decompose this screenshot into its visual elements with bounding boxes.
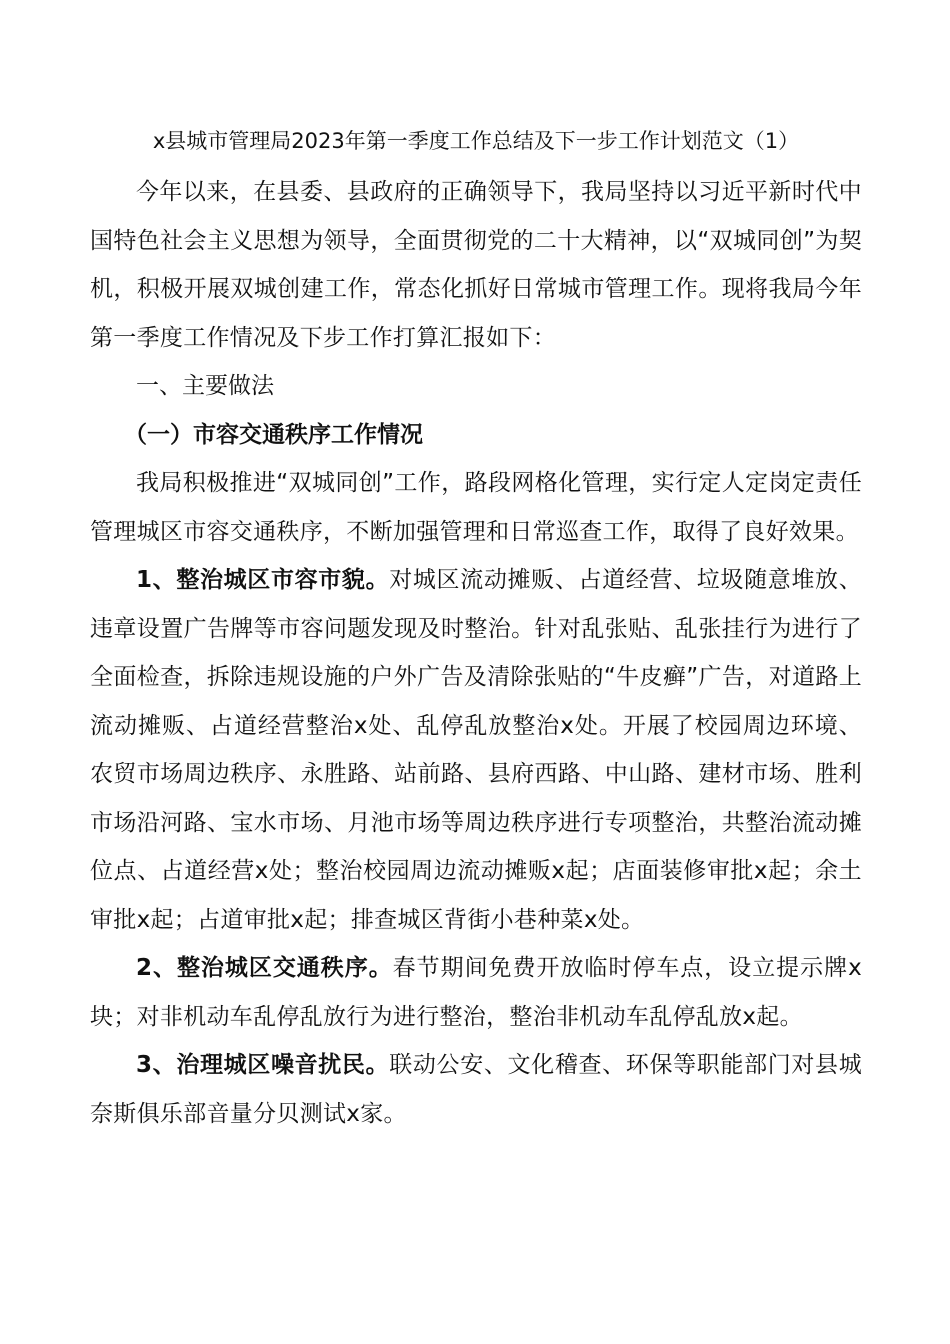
item-1-lead: 1、整治城区市容市貌。 <box>136 567 390 593</box>
subsection-heading-traffic-order: （一）市容交通秩序工作情况 <box>124 421 423 448</box>
item-2-paragraph <box>90 944 862 1041</box>
intro-paragraph: 今年以来，在县委、县政府的正确领导下，我局坚持以习近平新时代中国特色社会主义思想为领导，全面贯彻党的二十大精神，以“双城同创”为契机，积极开展双城创建工作，常态化抓好日常城市管理工作。现将我局今年第一季度工作情况及下步工作打算汇报如下： <box>90 179 862 351</box>
item-2-body: 春节期间免费开放临时停车点，设立提示牌x块；对非机动车乱停乱放行为进行整治，整治非机动车乱停乱放x起。 <box>90 955 862 1030</box>
subsection-intro-paragraph: 我局积极推进“双城同创”工作，路段网格化管理，实行定人定岗定责任管理城区市容交通秩序，不断加强管理和日常巡查工作，取得了良好效果。 <box>90 470 862 545</box>
section-heading-main-practices: 一、主要做法 <box>136 373 274 399</box>
document-title: x县城市管理局2023年第一季度工作总结及下一步工作计划范文（1） <box>152 129 800 153</box>
item-1-paragraph <box>90 556 862 944</box>
item-3-body: 联动公安、文化稽查、环保等职能部门对县城奈斯俱乐部音量分贝测试x家。 <box>90 1052 863 1127</box>
item-3-paragraph <box>90 1041 862 1138</box>
item-2-lead: 2、整治城区交通秩序。 <box>136 955 393 981</box>
document-page <box>90 118 862 1138</box>
item-3-lead: 3、治理城区噪音扰民。 <box>136 1052 390 1078</box>
item-1-body: 对城区流动摊贩、占道经营、垃圾随意堆放、违章设置广告牌等市容问题发现及时整治。针对乱张贴、乱张挂行为进行了全面检查，拆除违规设施的户外广告及清除张贴的“牛皮癣”广告，对道路上流动摊贩、占道经营整治x处、乱停乱放整治x处。开展了校园周边环境、农贸市场周边秩序、永胜路、站前路、县府西路、中山路、建材市场、胜利市场沿河路、宝水市场、月池市场等周边秩序进行专项整治，共整治流动摊位点、占道经营x处；整治校园周边流动摊贩x起；店面装修审批x起；余土审批x起；占道审批x起；排查城区背街小巷种菜x处。 <box>90 567 863 933</box>
